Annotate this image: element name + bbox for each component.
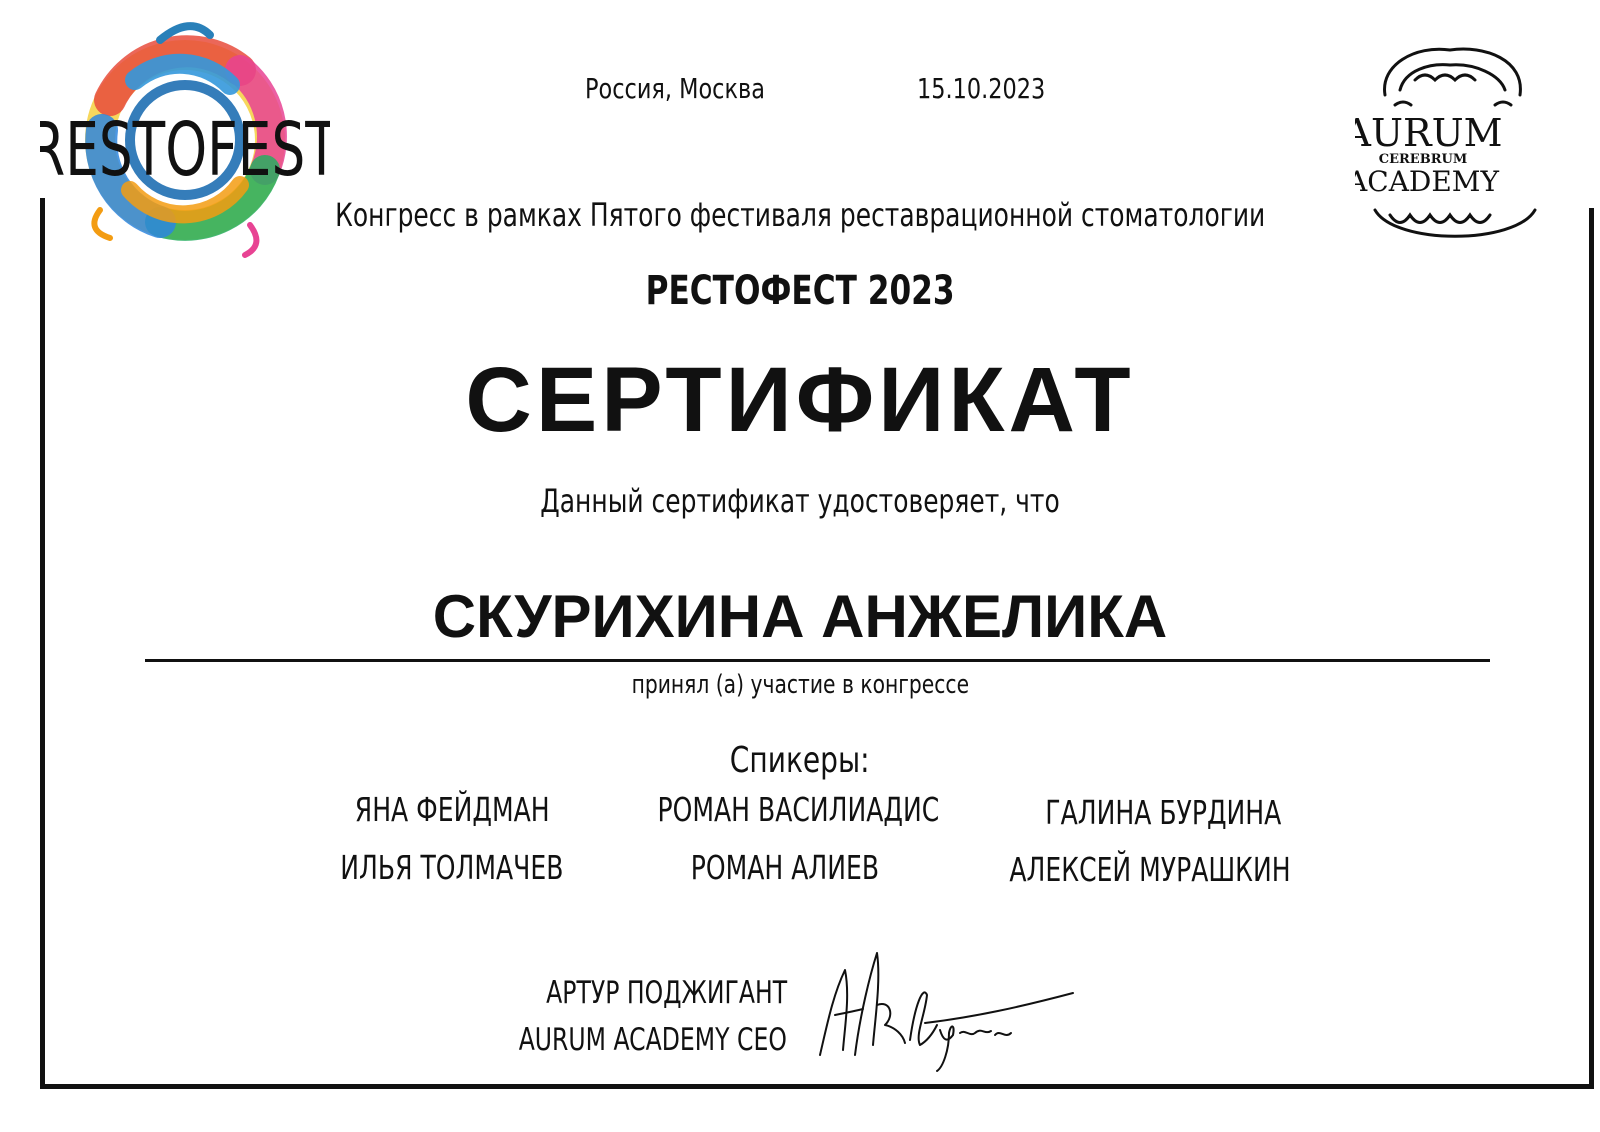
congress-subtitle-text: Конгресс в рамках Пятого фестиваля реставрационной стоматологии [334, 196, 1266, 234]
participation-text [0, 670, 1600, 700]
handwritten-signature [815, 945, 1085, 1075]
event-name-text: РЕСТОФЕСТ 2023 [645, 268, 955, 314]
speaker-name-text: РОМАН ВАСИЛИАДИС [657, 790, 939, 829]
speaker-name-text: ИЛЬЯ ТОЛМАЧЕВ [340, 848, 564, 887]
signer-role [434, 1022, 787, 1058]
congress-subtitle [0, 196, 1600, 234]
speaker-name [973, 793, 1353, 832]
recipient-underline [145, 659, 1490, 662]
speaker-name [608, 790, 988, 829]
signer-role-text: AURUM ACADEMY CEO [518, 1022, 787, 1058]
speaker-name [262, 790, 642, 829]
speaker-name-text: РОМАН АЛИЕВ [690, 848, 880, 887]
event-name [0, 268, 1600, 314]
signer-name-text: АРТУР ПОДЖИГАНТ [545, 975, 787, 1011]
aurum-logo-bottom: ACADEMY [1355, 165, 1499, 198]
signer-name [470, 975, 787, 1011]
date-text: 15.10.2023 [917, 72, 1046, 105]
speaker-name [960, 850, 1340, 889]
certificate-title: СЕРТИФИКАТ [465, 349, 1135, 451]
restofest-logo-text: RESTOFEST [40, 107, 330, 194]
aurum-logo-main: AURUM [1355, 111, 1503, 155]
speakers-label-text: Спикеры: [730, 740, 870, 781]
aurum-logo-sub: CEREBRUM [1378, 152, 1468, 167]
participation-text-value: принял (а) участие в конгрессе [631, 670, 969, 700]
speaker-name [262, 848, 642, 887]
frame-bottom-border [40, 1084, 1594, 1089]
certificate-intro-text: Данный сертификат удостоверяет, что [540, 482, 1060, 520]
speakers-label [0, 740, 1600, 781]
location-text: Россия, Москва [585, 72, 765, 105]
speaker-name-text: ГАЛИНА БУРДИНА [1044, 793, 1282, 832]
speaker-name [595, 848, 975, 887]
speaker-name-text: ЯНА ФЕЙДМАН [354, 790, 550, 829]
speaker-name-text: АЛЕКСЕЙ МУРАШКИН [1009, 850, 1291, 889]
certificate-intro [0, 482, 1600, 520]
recipient-name: СКУРИХИНА АНЖЕЛИКА [432, 583, 1168, 650]
